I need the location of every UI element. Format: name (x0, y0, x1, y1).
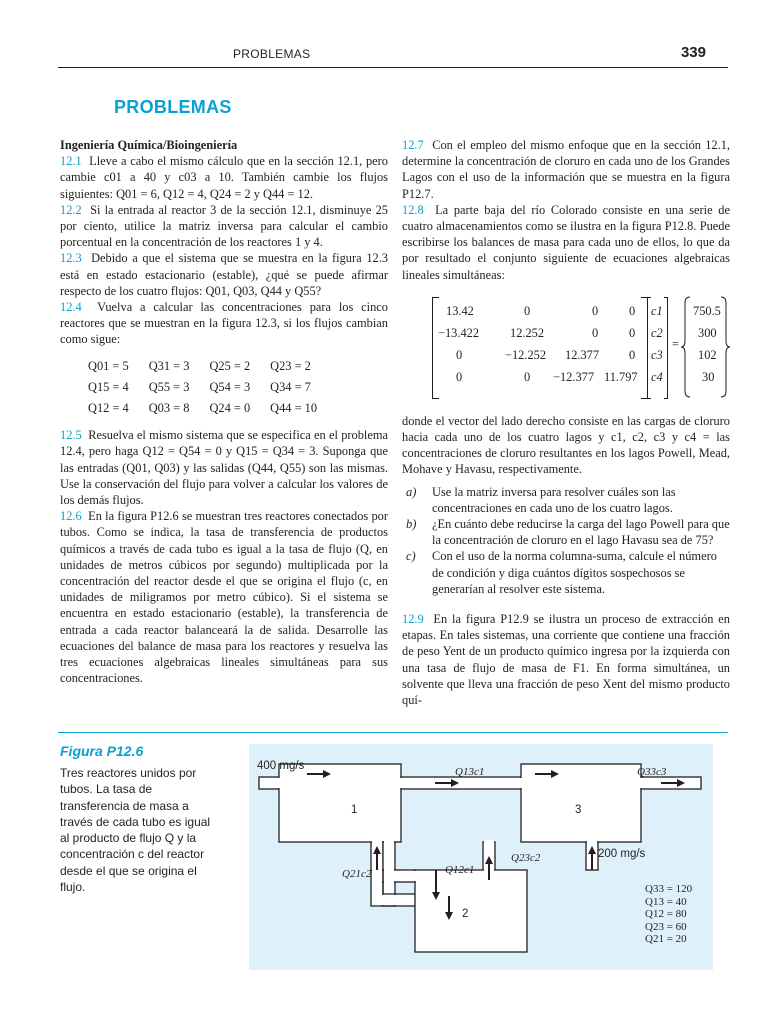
item-text: Con el uso de la norma columna-suma, calcule el número de condición y diga cuántos dígitos sospechosos se generarían al resolver este sistema. (432, 549, 717, 596)
problem-12-9 (402, 611, 730, 708)
reactor-3-label: 3 (575, 804, 582, 816)
problem-12-4 (60, 299, 388, 348)
problem-number: 12.3 (60, 251, 82, 266)
matrix-cell: 0 (524, 369, 531, 384)
problem-text: Debido a que el sistema que se muestra en la figura 12.3 está en estado estacionario (estable), ¿qué se puede afirmar respecto de los cuatro flujos: Q01, Q03, Q44 y Q55? (60, 251, 388, 298)
pipe-1-to-3 (401, 777, 521, 789)
problem-12-3 (60, 250, 388, 299)
rhs-cell: 300 (698, 325, 717, 340)
running-head: PROBLEMAS (233, 47, 311, 61)
header-rule (58, 67, 728, 68)
list-item (402, 484, 730, 516)
inflow-3-label: 200 mg/s (598, 848, 646, 860)
reactor-2-label: 2 (462, 908, 469, 920)
inlet-pipe-1 (259, 777, 279, 789)
flow-table (88, 358, 337, 422)
problem-text: Vuelva a calcular las concentraciones para los cinco reactores que se muestran en la figura 12.3, si los flujos cambian como sigue: (60, 300, 388, 347)
problem-text: En la figura P12.9 se ilustra un proceso de extracción en etapas. En tales sistemas, una corriente que contiene una fracción de peso Yent de un producto químico ingresa por la izquierda con una tasa de flujo de masa de F1. En forma simultánea, un solvente que lleva una fracción de peso Xent del mismo producto quí- (402, 612, 731, 708)
flow-value: Q12 = 80 (645, 908, 687, 920)
flow-cell: Q54 = 3 (209, 379, 251, 394)
flow-cell: Q44 = 10 (270, 401, 318, 416)
matrix-cell: −13.422 (438, 325, 480, 340)
problem-number: 12.1 (60, 154, 82, 169)
figure-title: Figura P12.6 (60, 743, 144, 759)
q23c2-label: Q23c2 (511, 852, 541, 864)
after-matrix-text: donde el vector del lado derecho consiste en las cargas de cloruro hacia cada uno de los cuatro lagos y c1, c2, c3 y c4 = las concentraciones de cloruro resultantes en los lagos Powell, Mead, Mohave y Havasu, respectivamente. (402, 413, 730, 477)
problem-number: 12.5 (60, 428, 82, 443)
problem-number: 12.6 (60, 509, 82, 524)
matrix-equation (402, 289, 730, 405)
flow-cell: Q12 = 4 (88, 401, 129, 416)
q12c1-label: Q12c1 (445, 864, 475, 876)
problem-12-7 (402, 137, 730, 202)
section-title: PROBLEMAS (114, 97, 232, 117)
problem-text: Resuelva el mismo sistema que se especifica en el problema 12.4, pero haga Q12 = Q54 = 0 y Q15 = Q34 = 3. Suponga que las entradas (Q01, Q03) y las salidas (Q44, Q55) son las mismas. Use la conservación del flujo para volver a calcular los valores de los demás flujos. (60, 428, 388, 508)
flow-cell: Q25 = 2 (209, 358, 251, 373)
figure-caption: Tres reactores unidos por tubos. La tasa de transferencia de masa a través de cada tubo es igual al producto de flujo Q y la concentración c del reactor desde el que se origina el flujo. (60, 766, 211, 895)
matrix-cell: 0 (629, 325, 636, 340)
rhs-cell: 102 (698, 347, 717, 362)
flow-values (645, 883, 692, 946)
sub-questions (402, 484, 730, 597)
problem-12-6 (60, 508, 388, 686)
vector-cell: c2 (651, 325, 663, 340)
problem-text: En la figura P12.6 se muestran tres reactores conectados por tubos. Como se indica, la tasa de transferencia de productos químicos a través de cada tubo es igual a la tasa de flujo (Q, en unidades de metros cúbicos por segundo) multiplicada por la concentración del reactor desde el que se origina el flujo (c, en unidades de miligramos por metro cúbico). Si el sistema se encuentra en estado estacionario (estable), la transferencia de entrada a cada reactor balanceará la de salida. Desarrolle las ecuaciones del balance de masa para los reactores y resuelva las tres ecuaciones algebraicas lineales simultáneas para sus concentraciones. (60, 509, 388, 686)
item-label: b) (406, 517, 417, 532)
reactor-1-label: 1 (351, 804, 358, 816)
flow-cell: Q55 = 3 (148, 379, 190, 394)
rhs-cell: 750.5 (693, 303, 721, 318)
reactor-1-tank (279, 764, 401, 842)
flow-cell: Q01 = 5 (88, 358, 129, 373)
item-label: c) (406, 549, 416, 564)
flow-cell: Q15 = 4 (88, 379, 129, 394)
flow-value: Q23 = 60 (645, 920, 687, 933)
flow-cell: Q23 = 2 (270, 358, 311, 373)
matrix-cell: 0 (629, 347, 636, 362)
right-column (402, 137, 730, 708)
problem-12-8 (402, 202, 730, 283)
page-number: 339 (680, 44, 706, 61)
equals-sign: = (672, 336, 679, 351)
inflow-1-label: 400 mg/s (257, 760, 305, 772)
problem-12-2 (60, 202, 388, 251)
q33c3-label: Q33c3 (637, 766, 667, 778)
problem-number: 12.9 (402, 612, 424, 627)
problem-text: Si la entrada al reactor 3 de la sección 12.1, disminuye 25 por ciento, utilice la matriz inversa para calcular el cambio porcentual en la concentración de los reactores 1 y 4. (60, 202, 388, 250)
matrix-cell: 13.42 (446, 303, 474, 318)
item-text: ¿En cuánto debe reducirse la carga del lago Powell para que la concentración de cloruro en el lago Havasu sea de 75? (432, 517, 730, 548)
matrix-cell: 0 (592, 303, 599, 318)
problem-text: Lleve a cabo el mismo cálculo que en la sección 12.1, pero cambie c01 a 40 y c03 a 10. También cambie los flujos siguientes: Q01 = 6, Q12 = 4, Q24 = 2 y Q44 = 12. (60, 154, 388, 201)
flow-value: Q33 = 120 (645, 883, 693, 895)
flow-value: Q21 = 20 (645, 933, 687, 945)
problem-text: La parte baja del río Colorado consiste en una serie de cuatro almacenamientos como se ilustra en la figura P12.8. Puede escribirse los balances de masa para cada uno de ellos, lo que da por resultado el conjunto siguiente de ecuaciones algebraicas lineales simultáneas: (402, 202, 730, 282)
reactor-3-tank (521, 764, 641, 842)
flow-cell: Q03 = 8 (148, 401, 190, 416)
item-text: Use la matriz inversa para resolver cuáles son las concentraciones en cada uno de los cuatro lagos. (432, 484, 676, 515)
table-row (88, 358, 337, 379)
matrix-cell: 0 (456, 347, 463, 362)
pipe-1-to-2-upper (383, 842, 395, 870)
subheading: Ingeniería Química/Bioingeniería (60, 138, 238, 152)
matrix-cell: 0 (592, 325, 599, 340)
matrix-cell: −12.377 (553, 369, 595, 384)
table-row (88, 400, 337, 421)
flow-value: Q13 = 40 (645, 895, 687, 908)
reactor-2-tank (415, 870, 527, 952)
matrix-cell: 11.797 (604, 369, 638, 384)
rhs-cell: 30 (702, 369, 715, 384)
figure-rule (58, 732, 728, 733)
vector-cell: c3 (651, 347, 663, 362)
matrix-cell: 0 (524, 303, 531, 318)
matrix-cell: 12.377 (565, 347, 600, 362)
reactor-diagram (249, 744, 713, 970)
table-row (88, 379, 337, 400)
problem-number: 12.4 (60, 300, 82, 315)
left-column (60, 137, 388, 687)
list-item (402, 516, 730, 548)
vector-cell: c1 (651, 303, 663, 318)
problem-12-5 (60, 427, 388, 508)
q13c1-label: Q13c1 (455, 766, 485, 778)
problem-text: Con el empleo del mismo enfoque que en la sección 12.1, determine la concentración de cloruro en cada uno de los Grandes Lagos con el uso de la información que se muestra en la figura P12.7. (402, 138, 730, 201)
problem-number: 12.2 (60, 202, 82, 217)
problem-12-1 (60, 153, 388, 202)
matrix-cell: 0 (629, 303, 636, 318)
q21c2-label: Q21c2 (342, 868, 372, 880)
flow-cell: Q31 = 3 (148, 358, 190, 373)
flow-cell: Q34 = 7 (270, 379, 311, 394)
matrix-cell: −12.252 (505, 347, 547, 362)
vector-cell: c4 (651, 369, 663, 384)
matrix-cell: 12.252 (510, 325, 545, 340)
rhs-braces (402, 289, 732, 405)
problem-number: 12.8 (402, 202, 424, 217)
flow-cell: Q24 = 0 (209, 401, 251, 416)
item-label: a) (406, 484, 417, 499)
problem-number: 12.7 (402, 138, 424, 152)
matrix-cell: 0 (456, 369, 463, 384)
list-item (402, 548, 730, 597)
